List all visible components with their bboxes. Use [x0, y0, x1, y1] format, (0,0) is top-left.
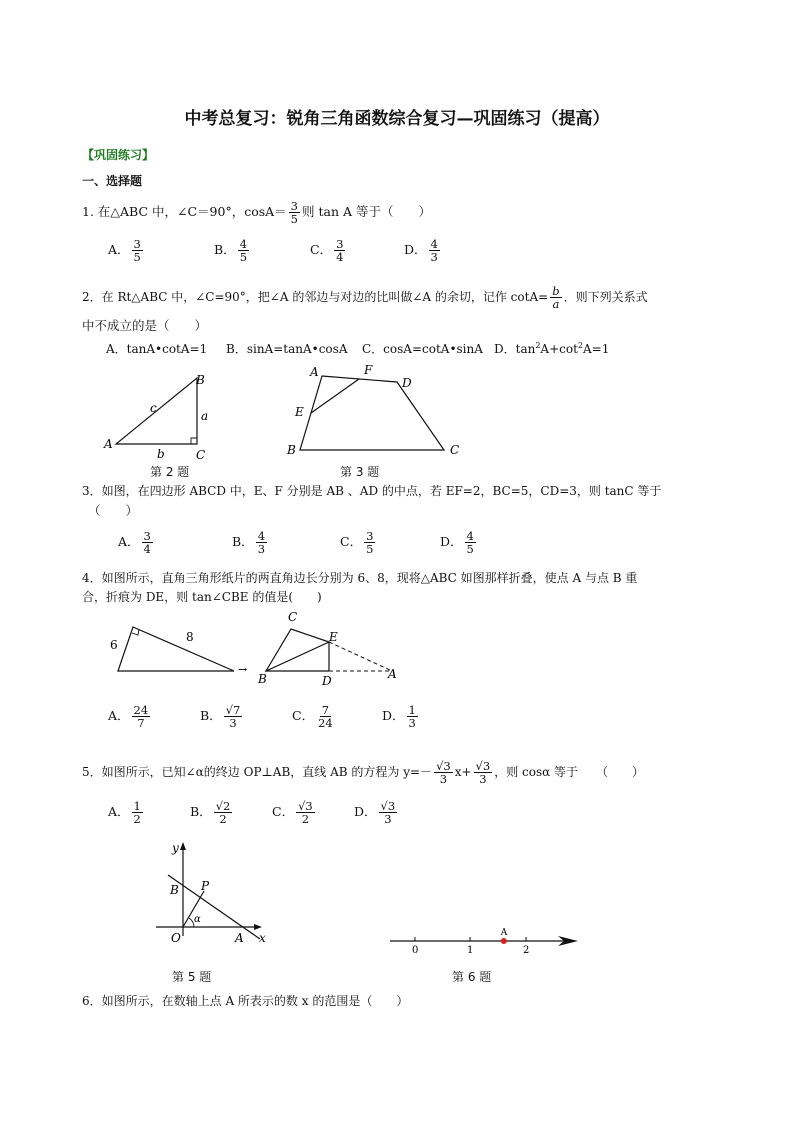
label-A: A	[235, 931, 244, 945]
label-D: D	[322, 674, 332, 688]
figure-2-triangle	[100, 370, 220, 460]
figure-3-quadrilateral	[282, 362, 472, 462]
segment-ef	[311, 379, 359, 413]
label-a: a	[201, 409, 209, 423]
q1-option-d[interactable]: D． $\frac{4}{3}$	[404, 237, 438, 264]
q2-line2: 中不成立的是（ ）	[82, 318, 208, 333]
q1-option-a[interactable]: A． $\frac{3}{5}$	[108, 237, 141, 264]
q5-text-end: ，则 cosα 等于 （ ）	[494, 765, 645, 779]
figure-5-caption: 第 5 题	[172, 970, 212, 984]
figure-3-caption: 第 3 题	[340, 465, 380, 479]
q1-option-b[interactable]: B． $\frac{4}{5}$	[214, 237, 248, 264]
label-F: F	[364, 363, 373, 377]
x-arrow-icon	[254, 924, 262, 930]
label-A: A	[388, 667, 397, 681]
question-5: 5．如图所示，已知∠α的终边 OP⊥AB，直线 AB 的方程为 y=－ $\frac{√3}{3}$ x+ $\frac{√3}{3}$ ，则 cosα 等于 （ ）	[82, 759, 645, 786]
q4-option-d[interactable]: D． $\frac{1}{3}$	[382, 703, 416, 730]
page-title: 中考总复习：锐角三角函数综合复习—巩固练习（提高）	[184, 109, 610, 129]
label-B: B	[196, 373, 205, 387]
label-c: c	[150, 401, 157, 415]
label-C: C	[196, 448, 206, 460]
q5-option-d[interactable]: D． $\frac{√3}{3}$	[354, 799, 396, 826]
label-A: A	[104, 437, 113, 451]
q3-option-b[interactable]: B． $\frac{4}{3}$	[232, 529, 266, 556]
label-x: x	[259, 931, 266, 945]
q2-option-a[interactable]: A．tanA•cotA=1	[106, 342, 208, 356]
question-6: 6．如图所示，在数轴上点 A 所表示的数 x 的范围是（ ）	[82, 994, 409, 1008]
label-A: A	[310, 365, 319, 379]
label-C: C	[288, 610, 298, 624]
figure-2-caption: 第 2 题	[150, 465, 190, 479]
section-tag: 【巩固练习】	[82, 148, 155, 162]
label-B: B	[170, 883, 179, 897]
q4-line2: 合，折痕为 DE，则 tan∠CBE 的值是( )	[82, 590, 322, 604]
label-E: E	[329, 630, 338, 644]
question-3: 3．如图，在四边形 ABCD 中，E、F 分别是 AB 、AD 的中点，若 EF=2，BC=5，CD=3，则 tanC 等于	[82, 484, 662, 498]
y-arrow-icon	[180, 842, 186, 850]
figure-5-axes	[150, 836, 290, 951]
q1-option-c[interactable]: C． $\frac{3}{4}$	[310, 237, 344, 264]
q2-text-end: ．则下列关系式	[563, 290, 648, 304]
q1-fraction: $\frac{3}{5}$	[290, 199, 298, 226]
q5-text: 5．如图所示，已知∠α的终边 OP⊥AB，直线 AB 的方程为 y=－	[82, 765, 433, 779]
q2-option-c[interactable]: C．cosA=cotA•sinA	[362, 342, 483, 356]
label-y: y	[172, 841, 179, 855]
q4-option-b[interactable]: B． $\frac{√7}{3}$	[200, 703, 241, 730]
label-B: B	[287, 443, 296, 457]
q2-text: 2．在 Rt△ABC 中，∠C=90°，把∠A 的邻边与对边的比叫做∠A 的余切，记作 cotA=	[82, 290, 549, 304]
label-b: b	[157, 447, 165, 460]
quadrilateral-abcd	[300, 376, 444, 450]
q3-option-c[interactable]: C． $\frac{3}{5}$	[340, 529, 374, 556]
label-C: C	[450, 443, 460, 457]
question-4: 4．如图所示，直角三角形纸片的两直角边长分别为 6、8，现将△ABC 如图那样折叠，使点 A 与点 B 重	[82, 571, 638, 585]
point-a-label: A	[500, 928, 508, 938]
q2-option-b[interactable]: B．sinA=tanA•cosA	[226, 342, 348, 356]
q4-option-c[interactable]: C． $\frac{7}{24}$	[292, 703, 333, 730]
q5-option-b[interactable]: B． $\frac{√2}{2}$	[190, 799, 231, 826]
q3-line2: （ ）	[88, 503, 139, 518]
label-6: 6	[110, 638, 118, 652]
label-D: D	[402, 376, 412, 390]
q4-option-a[interactable]: A． $\frac{24}{7}$	[108, 703, 149, 730]
figure-4-fold	[100, 605, 420, 690]
question-1	[82, 200, 431, 225]
dashed-ea	[329, 642, 392, 671]
tick-label-0: 0	[412, 945, 419, 956]
q3-option-d[interactable]: D． $\frac{4}{5}$	[440, 529, 474, 556]
label-8: 8	[186, 630, 194, 644]
arrow-icon: →	[238, 663, 248, 676]
q2-fraction: $\frac{b}{a}$	[552, 284, 560, 311]
q2-option-d[interactable]: D．$\tan^2A+\cot^2A=1$	[494, 341, 610, 356]
q5-option-a[interactable]: A． $\frac{1}{2}$	[108, 799, 141, 826]
tick-label-2: 2	[523, 945, 530, 956]
tick-label-1: 1	[467, 945, 474, 956]
q5-option-c[interactable]: C． $\frac{√3}{2}$	[272, 799, 313, 826]
label-alpha: α	[194, 914, 201, 925]
paper-triangle	[118, 627, 234, 671]
right-angle-mark	[191, 438, 197, 444]
q3-option-a[interactable]: A． $\frac{3}{4}$	[118, 529, 151, 556]
question-2	[82, 285, 648, 310]
label-E: E	[295, 405, 304, 419]
figure-6-caption: 第 6 题	[452, 970, 492, 984]
label-O: O	[171, 931, 181, 945]
line-ab	[168, 875, 260, 939]
label-P: P	[201, 879, 210, 893]
q1-text-end: 则 tan A 等于（ ）	[302, 204, 431, 219]
figure-6-number-line	[388, 922, 583, 957]
q1-text: 1. 在△ABC 中，∠C＝90°，cosA＝	[82, 204, 287, 219]
right-angle-mark	[132, 629, 139, 635]
folded-triangle	[266, 629, 329, 671]
point-a	[501, 938, 507, 944]
label-B: B	[258, 672, 267, 686]
part-heading: 一、选择题	[82, 174, 143, 188]
